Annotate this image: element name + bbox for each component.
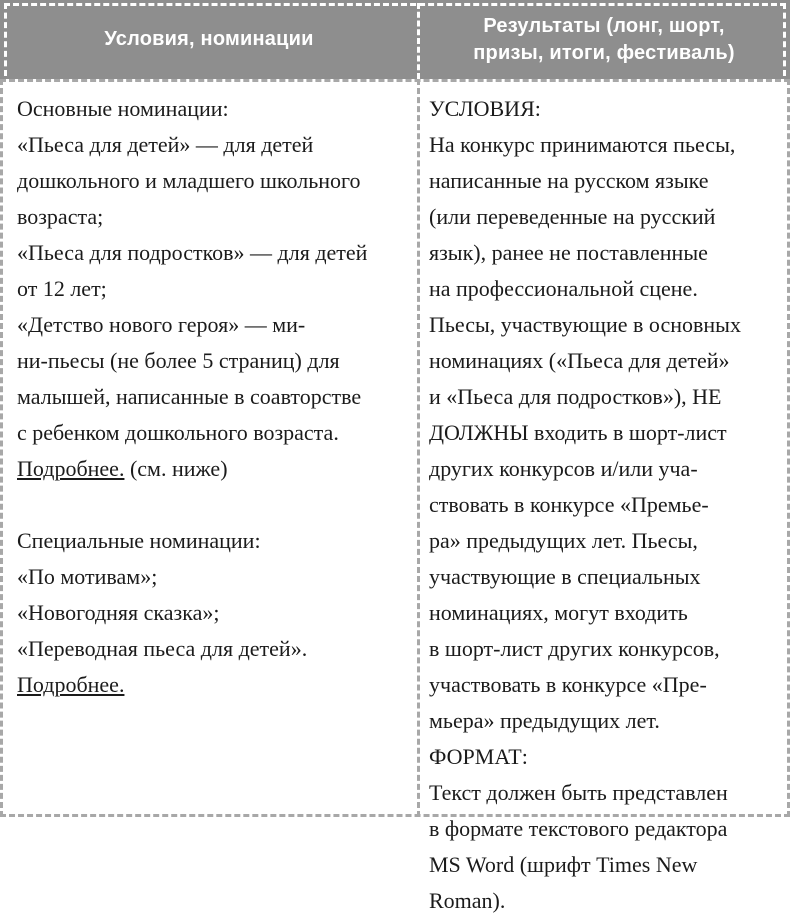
text-line: «Пьеса для детей» — для детей (17, 132, 314, 157)
text-line: язык), ранее не поставленные (429, 240, 708, 265)
text-line (17, 667, 403, 703)
column-header-conditions-label: Условия, номинации (104, 28, 314, 50)
text-line: Основные номинации: (17, 96, 229, 121)
text-line: в формате текстового редактора (429, 816, 728, 841)
column-header-conditions (0, 0, 418, 79)
table-body-row (0, 79, 790, 913)
text-line: ствовать в конкурсе «Премье- (429, 492, 709, 517)
more-details-link-special[interactable]: Подробнее. (17, 672, 125, 697)
text-line: на профессиональной сцене. (429, 276, 698, 301)
text-line: ФОРМАТ: (429, 744, 528, 769)
table-header-row (0, 0, 790, 79)
text-line: номинациях («Пьеса для детей» (429, 348, 730, 373)
text-line: участвовать в конкурсе «Пре- (429, 672, 707, 697)
text-line: Roman). (429, 888, 506, 913)
cell-results-conditions (415, 82, 787, 913)
text-line: дошкольного и младшего школьного (17, 168, 361, 193)
text-line: участвующие в специальных (429, 564, 701, 589)
text-line: MS Word (шрифт Times New (429, 852, 698, 877)
text-line: ра» предыдущих лет. Пьесы, (429, 528, 698, 553)
see-below-note: (см. ниже) (124, 456, 228, 481)
main-nominations-paragraph (17, 91, 403, 487)
text-line: ДОЛЖНЫ входить в шорт-лист (429, 420, 727, 445)
text-line: Текст должен быть представлен (429, 780, 728, 805)
text-line: «Детство нового героя» — ми- (17, 312, 306, 337)
text-line: с ребенком дошкольного возраста. (17, 420, 339, 445)
header-column-divider (417, 3, 420, 79)
text-line: других конкурсов и/или уча- (429, 456, 698, 481)
text-line: написанные на русском языке (429, 168, 709, 193)
text-line: ни-пьесы (не более 5 страниц) для (17, 348, 340, 373)
more-details-link-main[interactable]: Подробнее. (17, 456, 125, 481)
results-paragraph (429, 91, 775, 919)
text-line: в шорт-лист других конкурсов, (429, 636, 720, 661)
text-line: «Новогодняя сказка»; (17, 600, 220, 625)
text-line: Специальные номинации: (17, 528, 261, 553)
text-line: от 12 лет; (17, 276, 107, 301)
text-line: номинациях, могут входить (429, 600, 688, 625)
text-line: и «Пьеса для подростков»), НЕ (429, 384, 722, 409)
text-line: УСЛОВИЯ: (429, 96, 541, 121)
body-column-divider (417, 79, 420, 817)
column-header-results (418, 0, 790, 79)
column-header-results-label (473, 13, 734, 67)
cell-conditions-nominations (3, 82, 415, 814)
text-line: «Пьеса для подростков» — для детей (17, 240, 368, 265)
text-line: малышей, написанные в соавторстве (17, 384, 362, 409)
text-line (17, 451, 403, 487)
text-line: возраста; (17, 204, 104, 229)
text-line: (или переведенные на русский (429, 204, 716, 229)
text-line: Пьесы, участвующие в основных (429, 312, 741, 337)
text-line: «По мотивам»; (17, 564, 158, 589)
column-header-results-line1: Результаты (лонг, шорт, (483, 14, 725, 37)
text-line: На конкурс принимаются пьесы, (429, 132, 736, 157)
text-line: мьера» предыдущих лет. (429, 708, 660, 733)
text-line: «Переводная пьеса для детей». (17, 636, 308, 661)
column-header-results-line2: призы, итоги, фестиваль) (473, 41, 735, 64)
special-nominations-paragraph (17, 523, 403, 703)
